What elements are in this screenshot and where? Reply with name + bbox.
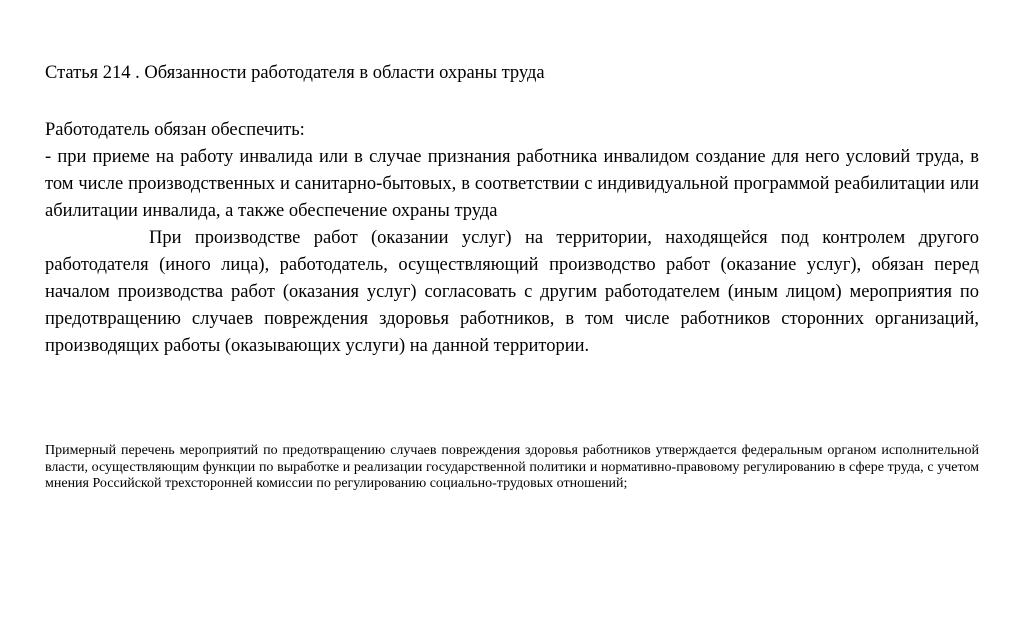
main-text-block [45, 117, 979, 360]
coordination-paragraph: При производстве работ (оказании услуг) на территории, находящейся под контролем другого работодателя (иного лица), работодатель, осуществляющий производство работ (оказание услуг), обязан перед началом производства работ (оказания услуг) согласовать с другим работодателем (иным лицом) мероприятия по предотвращению случаев повреждения здоровья работников, в том числе работников сторонних организаций, производящих работы (оказывающих услуги) на данной территории. [45, 228, 979, 356]
obligation-item: - при приеме на работу инвалида или в случае признания работника инвалидом создание для него условий труда, в том числе производственных и санитарно-бытовых, в соответствии с индивидуальной программой реабилитации или абилитации инвалида, а также обеспечение охраны труда [45, 147, 979, 221]
intro-line: Работодатель обязан обеспечить: [45, 120, 305, 140]
footnote-paragraph: Примерный перечень мероприятий по предотвращению случаев повреждения здоровья работников утверждается федеральным органом исполнительной власти, осуществляющим функции по выработке и реализации государственной политики и нормативно-правовому регулированию в сфере труда, с учетом мнения Российской трехсторонней комиссии по регулированию социально-трудовых отношений; [45, 443, 979, 491]
article-title: Статья 214 . Обязанности работодателя в области охраны труда [45, 63, 545, 83]
